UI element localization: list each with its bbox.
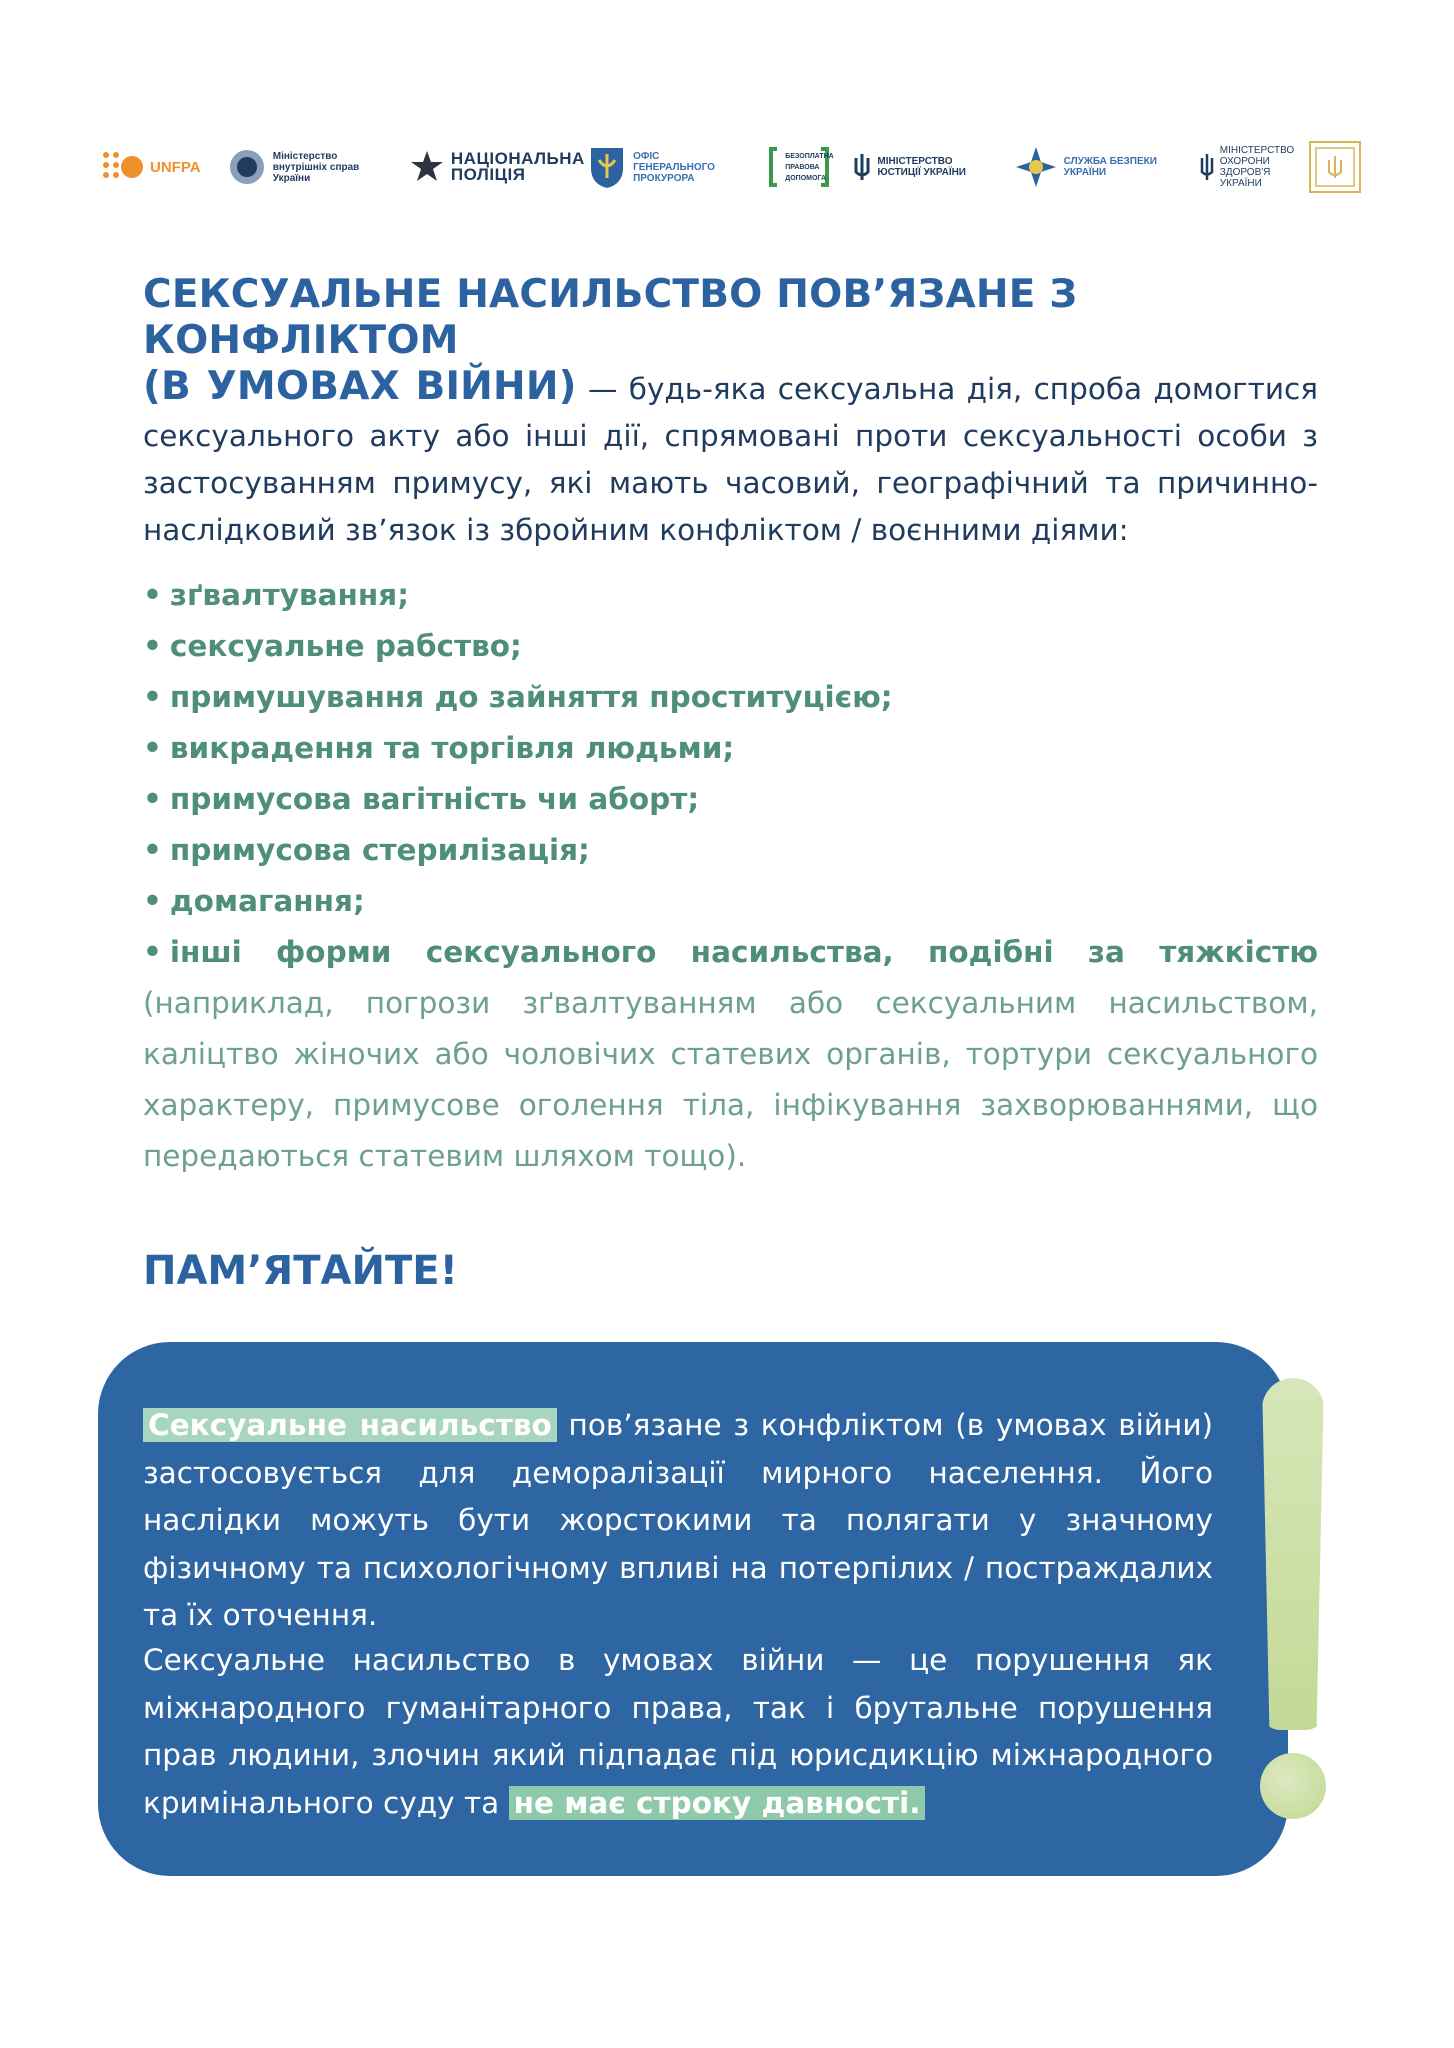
health-logo xyxy=(1200,145,1295,189)
exclamation-dot-icon xyxy=(1260,1753,1326,1819)
trident-icon xyxy=(1200,152,1214,182)
bullet: • xyxy=(143,833,162,867)
highlight-term: Сексуальне насильство xyxy=(143,1408,557,1442)
shield-icon xyxy=(587,144,627,190)
legal-aid-logo xyxy=(769,145,834,189)
bullet: • xyxy=(143,680,162,714)
trident-icon xyxy=(853,152,871,182)
list-item xyxy=(143,876,1318,927)
unfpa-logo xyxy=(100,147,201,187)
panel-paragraph-1 xyxy=(143,1402,1213,1640)
list-item xyxy=(143,621,1318,672)
bullet: • xyxy=(143,782,162,816)
police-logo xyxy=(409,149,585,185)
violence-forms-list xyxy=(143,570,1318,1182)
list-item-text: сексуальне рабство; xyxy=(169,629,522,663)
bullet: • xyxy=(143,578,162,612)
unfpa-dots-icon xyxy=(100,147,144,187)
bullet: • xyxy=(143,884,162,918)
other-forms-title: інші форми сексуального насильства, подібні за тяжкістю xyxy=(169,935,1318,969)
justice-label: МІНІСТЕРСТВО ЮСТИЦІЇ УКРАЇНИ xyxy=(877,156,966,178)
prosecutor-label: ОФІС ГЕНЕРАЛЬНОГО ПРОКУРОРА xyxy=(633,150,715,184)
bullet: • xyxy=(143,731,162,765)
partner-logos xyxy=(100,138,1364,196)
panel-paragraph-2 xyxy=(143,1637,1213,1827)
title-continuation: (В УМОВАХ ВІЙНИ) xyxy=(143,364,577,409)
bullet: • xyxy=(143,935,162,969)
list-item-text: викрадення та торгівля людьми; xyxy=(169,731,735,765)
police-star-icon xyxy=(409,149,445,185)
golden-frame-logo xyxy=(1306,138,1364,196)
sbu-label: СЛУЖБА БЕЗПЕКИ УКРАЇНИ xyxy=(1063,156,1157,178)
page-title: СЕКСУАЛЬНЕ НАСИЛЬСТВО ПОВ’ЯЗАНЕ З КОНФЛІКТОМ xyxy=(143,272,1078,363)
sbu-emblem-icon xyxy=(1014,145,1058,189)
list-item-text: домагання; xyxy=(169,884,365,918)
trident-emblem-icon xyxy=(227,147,267,187)
list-item xyxy=(143,774,1318,825)
list-item xyxy=(143,570,1318,621)
definition-paragraph xyxy=(143,364,1318,554)
panel-paragraph-2-text: Сексуальне насильство в умовах війни — це порушення як міжнародного гуманітарного права, так і брутальне порушення прав людини, злочин який підпадає під юрисдикцію міжнародного кримінального суду та xyxy=(143,1643,1213,1820)
golden-frame-icon xyxy=(1306,138,1364,196)
other-forms-examples: (наприклад, погрози зґвалтуванням або сексуальним насильством, каліцтво жіночих або чоловічих статевих органів, тортури сексуального характеру, примусове оголення тіла, інфікування захворюваннями, що передаються статевим шляхом тощо). xyxy=(143,986,1318,1173)
sbu-logo xyxy=(1014,145,1174,189)
list-item xyxy=(143,723,1318,774)
definition-text: — будь-яка сексуальна дія, спроба домогтися сексуального акту або інші дії, спрямовані проти сексуальності особи з застосуванням примусу, які мають часовий, географічний та причинно-наслідковий зв’язок із збройним конфліктом / воєнними діями: xyxy=(143,372,1318,547)
list-item-text: примусова стерилізація; xyxy=(169,833,590,867)
list-item xyxy=(143,672,1318,723)
list-item-text: примушування до зайняття проституцією; xyxy=(169,680,893,714)
list-item-text: зґвалтування; xyxy=(169,578,409,612)
mvs-label: Міністерство внутрішніх справ України xyxy=(272,150,360,184)
panel-paragraph-1-text: пов’язане з конфліктом (в умовах війни) застосовується для деморалізації мирного населення. Його наслідки можуть бути жорстокими та полягати у значному фізичному та психологічному впливі на потерпілих / постраждалих та їх оточення. xyxy=(143,1408,1213,1632)
definition-section xyxy=(143,272,1318,554)
list-item-text: примусова вагітність чи аборт; xyxy=(169,782,700,816)
police-label: НАЦІОНАЛЬНА ПОЛІЦІЯ xyxy=(450,149,585,184)
mvs-logo xyxy=(227,147,383,187)
prosecutor-logo xyxy=(587,144,743,190)
remember-heading: ПАМ’ЯТАЙТЕ! xyxy=(143,1248,458,1294)
unfpa-label: UNFPA xyxy=(150,158,201,176)
justice-logo xyxy=(853,152,987,182)
health-label: МІНІСТЕРСТВО ОХОРОНИ ЗДОРОВ'Я УКРАЇНИ xyxy=(1219,145,1295,189)
exclamation-bar-icon xyxy=(1262,1378,1324,1730)
legal-aid-label: БЕЗОПЛАТНА ПРАВОВА ДОПОМОГА xyxy=(785,152,834,182)
highlight-no-limitation: не має строку давності. xyxy=(509,1786,926,1820)
list-item-other-forms xyxy=(143,927,1318,1182)
list-item xyxy=(143,825,1318,876)
bullet: • xyxy=(143,629,162,663)
